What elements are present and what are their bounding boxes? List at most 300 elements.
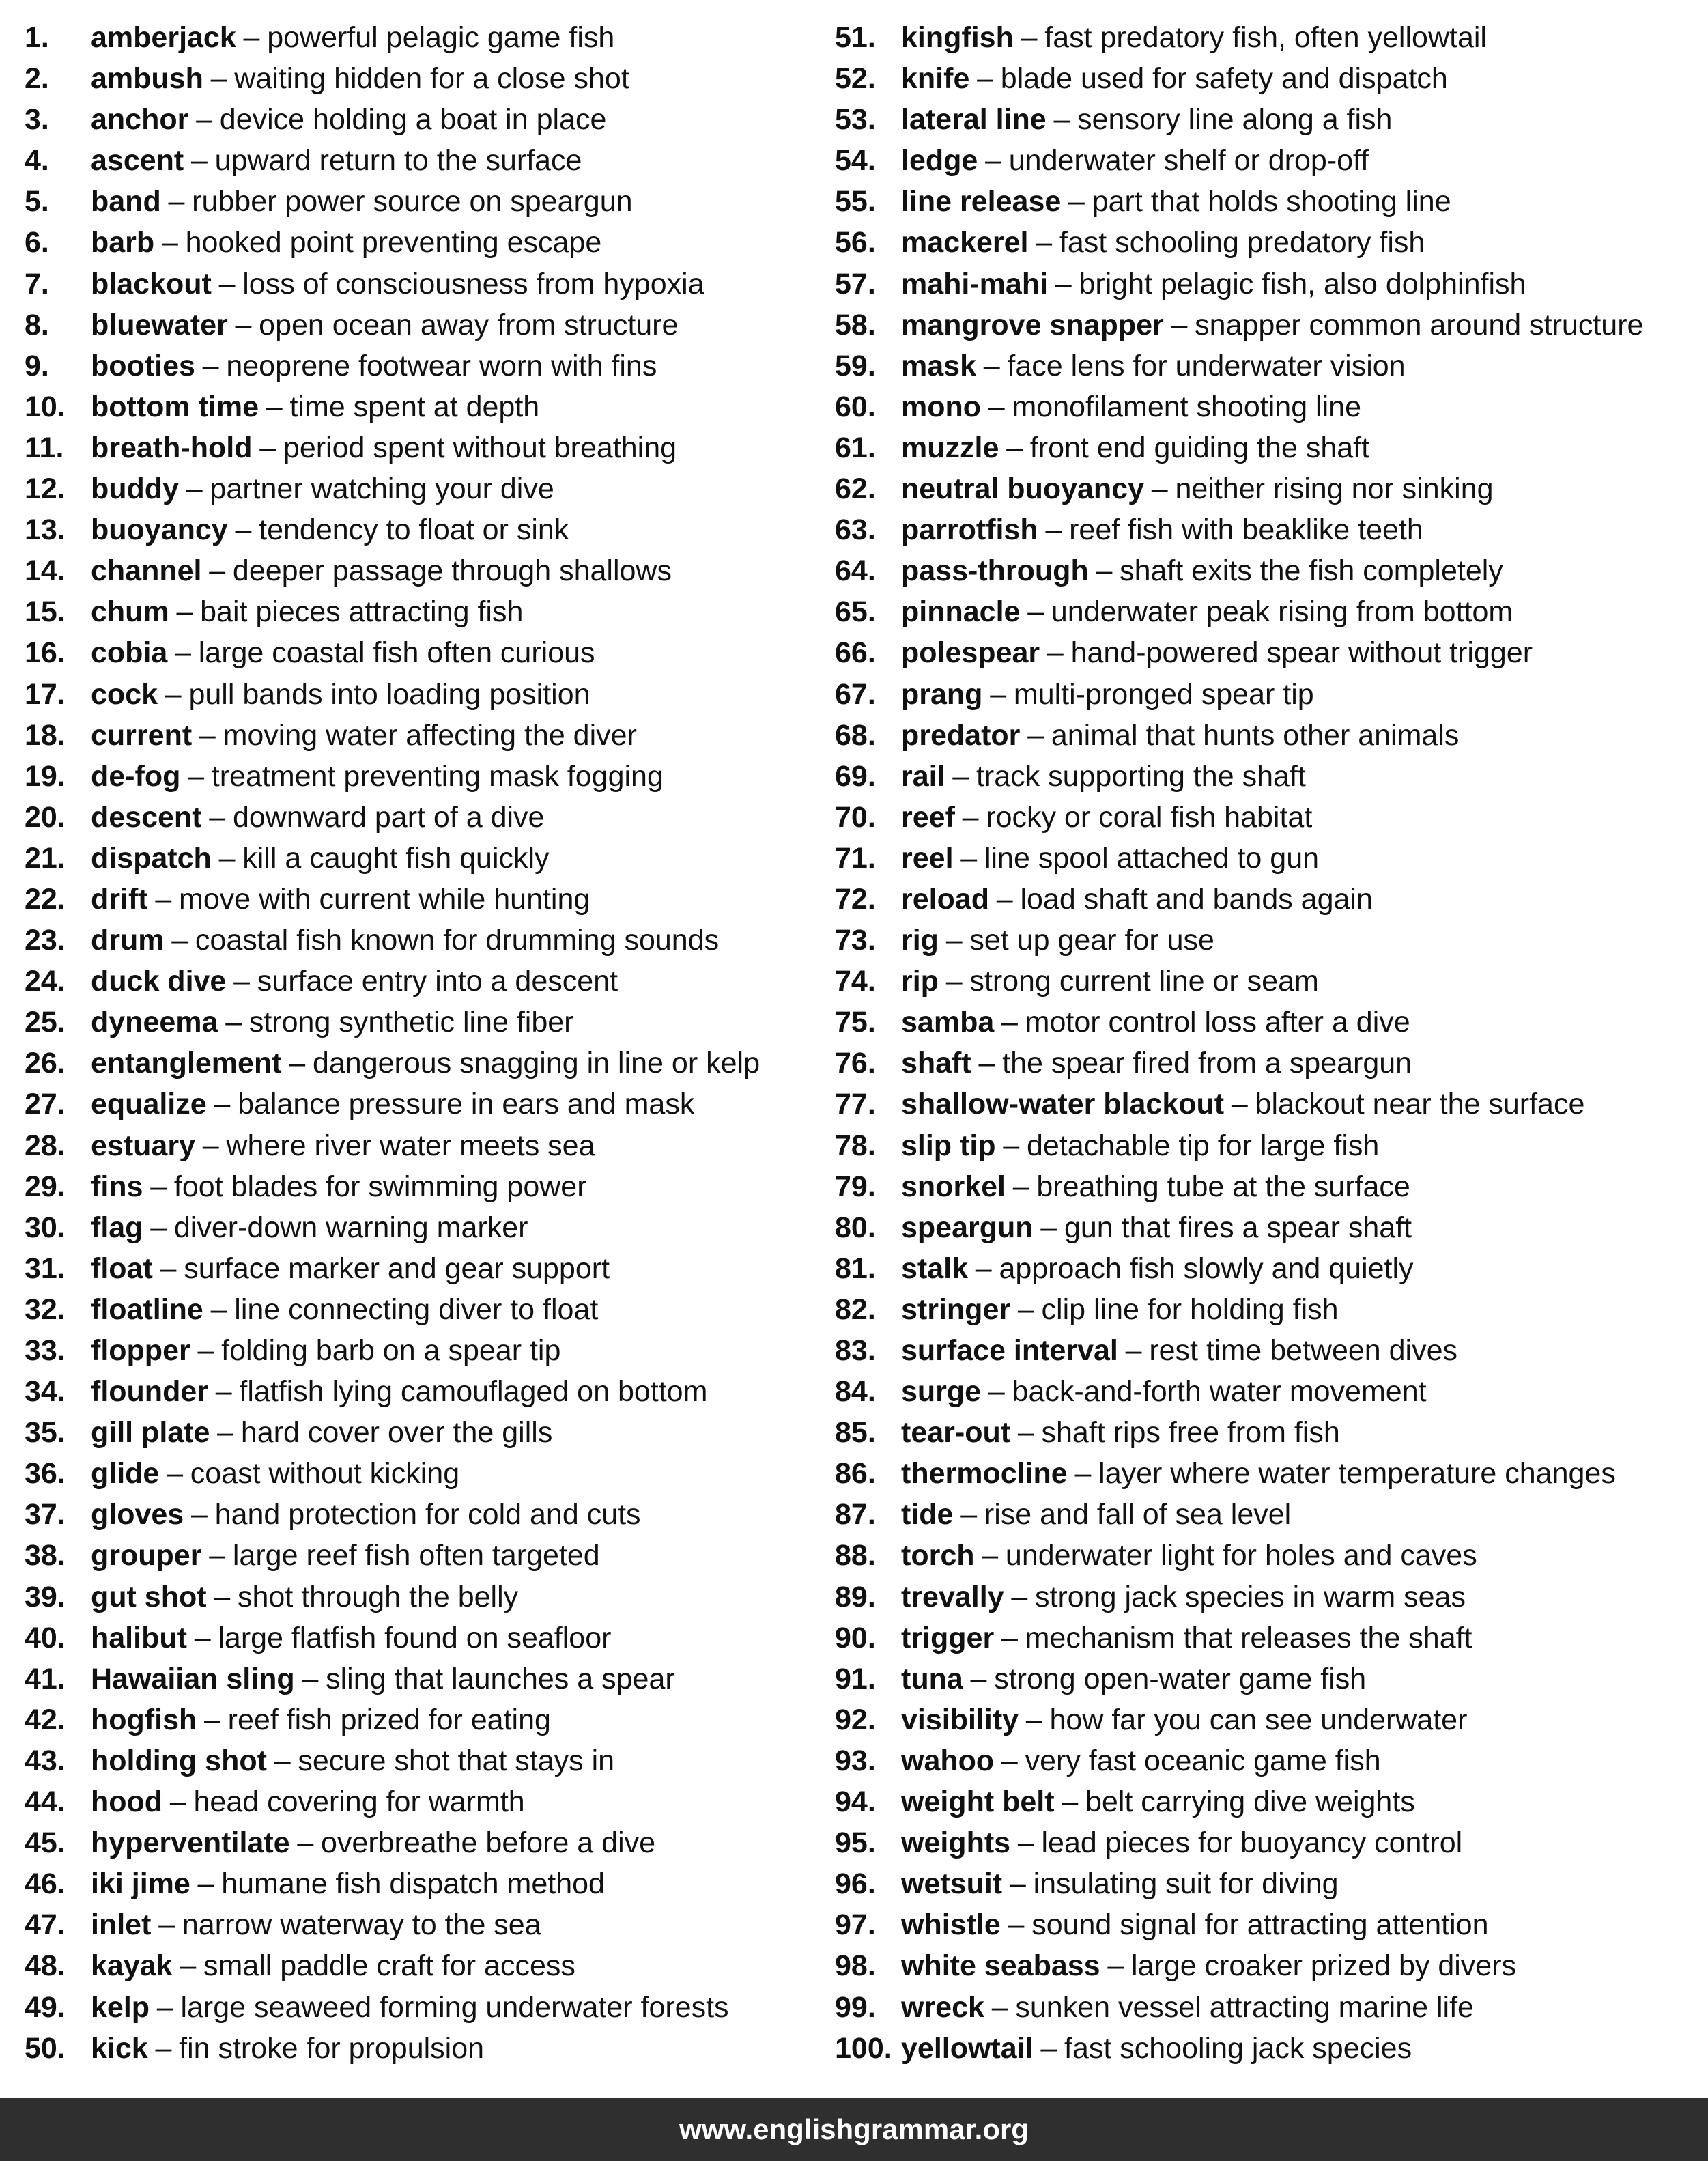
entry-term: ledge xyxy=(901,144,978,178)
entry-body xyxy=(901,181,1451,222)
entry-term: bluewater xyxy=(91,308,228,341)
entry-body xyxy=(91,99,606,140)
entry-body xyxy=(91,1412,552,1453)
entry-definition: how far you can see underwater xyxy=(1049,1703,1468,1736)
entry-separator: – xyxy=(155,2031,172,2065)
entry-number: 80. xyxy=(835,1211,876,1244)
entry-body xyxy=(901,305,1643,345)
list-item xyxy=(25,715,830,756)
list-item xyxy=(835,181,1702,222)
entry-definition: lead pieces for buoyancy control xyxy=(1041,1826,1463,1860)
entry-separator: – xyxy=(196,103,213,137)
entry-definition: mechanism that releases the shaft xyxy=(1025,1621,1472,1654)
entry-body xyxy=(91,17,614,58)
entry-definition: time spent at depth xyxy=(289,390,540,423)
entry-number: 56. xyxy=(835,226,876,259)
entry-number: 76. xyxy=(835,1047,876,1080)
list-item xyxy=(25,99,830,140)
entry-term: trevally xyxy=(901,1580,1004,1613)
list-item xyxy=(25,1863,830,1904)
entry-separator: – xyxy=(199,718,216,752)
list-item xyxy=(25,632,830,673)
entry-definition: set up gear for use xyxy=(969,924,1214,957)
entry-body xyxy=(91,140,582,181)
entry-body xyxy=(901,1125,1379,1166)
entry-body xyxy=(91,1945,575,1986)
list-item xyxy=(25,1781,830,1822)
entry-body xyxy=(91,632,595,673)
entry-number: 69. xyxy=(835,759,876,793)
entry-number: 94. xyxy=(835,1785,876,1819)
list-item xyxy=(835,920,1702,961)
entry-term: mangrove snapper xyxy=(901,308,1164,341)
entry-body xyxy=(91,879,590,920)
entry-separator: – xyxy=(970,1662,987,1695)
entry-body xyxy=(901,1658,1366,1699)
entry-body xyxy=(91,468,554,509)
entry-separator: – xyxy=(202,1129,219,1162)
entry-term: iki jime xyxy=(91,1867,190,1901)
entry-separator: – xyxy=(1006,431,1023,464)
list-item xyxy=(835,1043,1702,1084)
entry-number: 96. xyxy=(835,1867,876,1901)
entry-term: shallow-water blackout xyxy=(901,1088,1225,1121)
list-item xyxy=(835,1618,1702,1658)
entry-term: pinnacle xyxy=(901,595,1021,629)
entry-term: mask xyxy=(901,349,976,382)
entry-number: 10. xyxy=(25,390,66,423)
entry-definition: reef fish prized for eating xyxy=(227,1703,551,1736)
footer-url[interactable]: www.englishgrammar.org xyxy=(679,2113,1029,2145)
entry-separator: – xyxy=(1017,1826,1034,1860)
entry-number: 54. xyxy=(835,144,876,178)
entry-term: halibut xyxy=(91,1621,187,1654)
list-item xyxy=(835,1577,1702,1618)
entry-definition: secure shot that stays in xyxy=(298,1744,615,1777)
list-item xyxy=(25,674,830,715)
entry-separator: – xyxy=(1053,103,1070,137)
entry-body xyxy=(901,99,1392,140)
entry-definition: insulating suit for diving xyxy=(1033,1867,1339,1901)
entry-separator: – xyxy=(1017,1416,1034,1450)
entry-term: rail xyxy=(901,759,945,793)
entry-term: wetsuit xyxy=(901,1867,1003,1901)
entry-body xyxy=(91,386,539,427)
entry-definition: sling that launches a spear xyxy=(326,1662,675,1695)
entry-number: 97. xyxy=(835,1908,876,1942)
entry-term: yellowtail xyxy=(901,2031,1034,2065)
list-item xyxy=(25,1822,830,1863)
entry-body xyxy=(901,468,1494,509)
entry-definition: loss of consciousness from hypoxia xyxy=(242,267,704,300)
entry-number: 51. xyxy=(835,21,876,54)
list-item xyxy=(25,920,830,961)
entry-number: 66. xyxy=(835,636,876,670)
entry-number: 64. xyxy=(835,554,876,588)
list-item xyxy=(835,1822,1702,1863)
list-item xyxy=(25,1945,830,1986)
list-item xyxy=(25,961,830,1002)
entry-number: 11. xyxy=(25,431,64,464)
entry-definition: blade used for safety and dispatch xyxy=(1000,62,1448,96)
entry-body xyxy=(91,715,637,756)
entry-term: channel xyxy=(91,554,202,588)
entry-number: 61. xyxy=(835,431,876,464)
entry-number: 25. xyxy=(25,1006,66,1039)
entry-number: 58. xyxy=(835,308,876,341)
entry-term: rig xyxy=(901,924,939,957)
list-item xyxy=(835,1987,1702,2028)
entry-body xyxy=(91,920,719,961)
entry-body xyxy=(901,1740,1381,1781)
list-item xyxy=(25,1494,830,1535)
entry-separator: – xyxy=(1001,1621,1018,1654)
entry-body xyxy=(91,2028,484,2069)
entry-definition: diver-down warning marker xyxy=(173,1211,528,1244)
entry-term: cock xyxy=(91,677,158,711)
entry-separator: – xyxy=(235,513,252,547)
entry-definition: surface entry into a descent xyxy=(257,965,618,998)
entry-number: 41. xyxy=(25,1662,66,1695)
entry-term: drift xyxy=(91,882,148,916)
entry-definition: gun that fires a spear shaft xyxy=(1064,1211,1412,1244)
entry-number: 77. xyxy=(835,1088,876,1121)
entry-term: kelp xyxy=(91,1990,150,2024)
entry-separator: – xyxy=(1025,1703,1042,1736)
list-item xyxy=(835,264,1702,305)
entry-definition: front end guiding the shaft xyxy=(1029,431,1370,464)
entry-definition: strong synthetic line fiber xyxy=(248,1006,574,1039)
entry-body xyxy=(91,1577,518,1618)
entry-term: de-fog xyxy=(91,759,181,793)
entry-definition: moving water affecting the diver xyxy=(223,718,637,752)
entry-number: 57. xyxy=(835,267,876,300)
entry-term: buddy xyxy=(91,472,179,506)
entry-definition: downward part of a dive xyxy=(232,800,545,834)
entry-body xyxy=(901,58,1448,99)
entry-number: 9. xyxy=(25,349,49,382)
entry-body xyxy=(901,1166,1410,1207)
list-item xyxy=(835,2028,1702,2069)
entry-definition: belt carrying dive weights xyxy=(1085,1785,1415,1819)
entry-definition: approach fish slowly and quietly xyxy=(999,1252,1414,1285)
entry-separator: – xyxy=(197,1867,214,1901)
entry-separator: – xyxy=(1045,513,1062,547)
entry-term: gut shot xyxy=(91,1580,207,1613)
entry-term: parrotfish xyxy=(901,513,1038,547)
list-item xyxy=(25,345,830,386)
entry-body xyxy=(901,591,1513,632)
entry-separator: – xyxy=(960,841,978,875)
list-item xyxy=(835,1945,1702,1986)
entry-term: floatline xyxy=(91,1293,203,1326)
entry-definition: pull bands into loading position xyxy=(188,677,590,711)
entry-number: 52. xyxy=(835,62,876,96)
entry-body xyxy=(901,1904,1489,1945)
list-item xyxy=(25,1618,830,1658)
entry-body xyxy=(901,1412,1340,1453)
entry-body xyxy=(901,1289,1339,1330)
entry-body xyxy=(91,1781,525,1822)
entry-definition: underwater light for holes and caves xyxy=(1005,1539,1477,1572)
entry-definition: hooked point preventing escape xyxy=(185,226,602,259)
entry-body xyxy=(91,756,664,797)
entry-definition: fin stroke for propulsion xyxy=(179,2031,485,2065)
entry-definition: move with current while hunting xyxy=(179,882,590,916)
entry-separator: – xyxy=(1074,1457,1092,1491)
entry-number: 40. xyxy=(25,1621,66,1654)
list-item xyxy=(835,1125,1702,1166)
list-item xyxy=(835,632,1702,673)
entry-number: 8. xyxy=(25,308,49,341)
entry-term: anchor xyxy=(91,103,189,137)
list-item xyxy=(25,1577,830,1618)
entry-separator: – xyxy=(218,267,236,300)
entry-body xyxy=(91,1740,614,1781)
entry-term: glide xyxy=(91,1457,160,1491)
list-item xyxy=(835,99,1702,140)
entry-term: buoyancy xyxy=(91,513,228,547)
entry-body xyxy=(91,550,672,591)
entry-separator: – xyxy=(977,62,994,96)
entry-separator: – xyxy=(1017,1293,1034,1326)
list-item xyxy=(835,756,1702,797)
entry-separator: – xyxy=(988,390,1005,423)
entry-number: 2. xyxy=(25,62,49,96)
entry-definition: period spent without breathing xyxy=(283,431,677,464)
entry-number: 1. xyxy=(25,21,49,54)
list-item xyxy=(25,838,830,879)
entry-number: 83. xyxy=(835,1334,876,1367)
entry-number: 75. xyxy=(835,1006,876,1039)
entry-number: 89. xyxy=(835,1580,876,1613)
entry-body xyxy=(901,550,1503,591)
entry-body xyxy=(901,222,1425,263)
entry-separator: – xyxy=(991,1990,1008,2024)
list-item xyxy=(835,305,1702,345)
entry-definition: rise and fall of sea level xyxy=(984,1498,1292,1531)
entry-body xyxy=(91,1207,528,1248)
entry-definition: line connecting diver to float xyxy=(234,1293,599,1326)
entry-term: cobia xyxy=(91,636,168,670)
entry-number: 88. xyxy=(835,1539,876,1572)
entry-term: hood xyxy=(91,1785,163,1819)
entry-number: 20. xyxy=(25,800,66,834)
entry-term: hyperventilate xyxy=(91,1826,290,1860)
list-item xyxy=(835,1248,1702,1289)
entry-definition: where river water meets sea xyxy=(226,1129,595,1162)
entry-separator: – xyxy=(1068,185,1085,218)
entry-number: 71. xyxy=(835,841,876,875)
entry-separator: – xyxy=(302,1662,319,1695)
entry-term: gill plate xyxy=(91,1416,210,1450)
entry-definition: motor control loss after a dive xyxy=(1025,1006,1410,1039)
entry-term: wahoo xyxy=(901,1744,995,1777)
entry-term: kingfish xyxy=(901,21,1014,54)
list-item xyxy=(25,1289,830,1330)
list-item xyxy=(25,2028,830,2069)
entry-number: 53. xyxy=(835,103,876,137)
entry-term: samba xyxy=(901,1006,995,1039)
entry-definition: coast without kicking xyxy=(190,1457,460,1491)
entry-term: tide xyxy=(901,1498,954,1531)
entry-number: 59. xyxy=(835,349,876,382)
entry-term: current xyxy=(91,718,193,752)
entry-number: 14. xyxy=(25,554,66,588)
entry-term: tear-out xyxy=(901,1416,1011,1450)
entry-term: knife xyxy=(901,62,970,96)
entry-definition: underwater shelf or drop-off xyxy=(1008,144,1369,178)
entry-body xyxy=(901,1577,1466,1618)
entry-separator: – xyxy=(1107,1949,1124,1983)
list-item xyxy=(835,1658,1702,1699)
entry-term: reel xyxy=(901,841,954,875)
entry-definition: flatfish lying camouflaged on bottom xyxy=(239,1375,708,1409)
entry-term: barb xyxy=(91,226,155,259)
entry-term: torch xyxy=(901,1539,975,1572)
entry-number: 90. xyxy=(835,1621,876,1654)
list-item xyxy=(835,674,1702,715)
entry-term: rip xyxy=(901,965,939,998)
entry-body xyxy=(901,920,1214,961)
entry-body xyxy=(91,591,523,632)
entry-body xyxy=(901,509,1423,550)
entry-definition: small paddle craft for access xyxy=(203,1949,575,1983)
entry-body xyxy=(91,1330,560,1371)
entry-term: predator xyxy=(901,718,1021,752)
entry-body xyxy=(901,264,1526,305)
entry-body xyxy=(901,427,1369,468)
entry-body xyxy=(91,181,633,222)
entry-number: 74. xyxy=(835,965,876,998)
list-item xyxy=(835,1863,1702,1904)
entry-separator: – xyxy=(1027,595,1044,629)
list-item xyxy=(835,838,1702,879)
entry-number: 72. xyxy=(835,882,876,916)
entry-term: ambush xyxy=(91,62,203,96)
entry-separator: – xyxy=(975,1252,992,1285)
entry-definition: underwater peak rising from bottom xyxy=(1051,595,1513,629)
entry-definition: breathing tube at the surface xyxy=(1036,1170,1410,1203)
list-item xyxy=(25,756,830,797)
entry-separator: – xyxy=(985,144,1001,178)
entry-number: 79. xyxy=(835,1170,876,1203)
entry-term: gloves xyxy=(91,1498,184,1531)
entry-separator: – xyxy=(204,1703,220,1736)
entry-separator: – xyxy=(235,308,252,341)
list-item xyxy=(25,1166,830,1207)
entry-term: snorkel xyxy=(901,1170,1006,1203)
entry-number: 46. xyxy=(25,1867,66,1901)
entry-number: 73. xyxy=(835,924,876,957)
entry-definition: large seaweed forming underwater forests xyxy=(180,1990,729,2024)
entry-separator: – xyxy=(945,965,963,998)
entry-body xyxy=(901,1987,1474,2028)
entry-body xyxy=(901,715,1459,756)
entry-term: Hawaiian sling xyxy=(91,1662,295,1695)
entry-body xyxy=(901,838,1319,879)
entry-number: 5. xyxy=(25,185,49,218)
entry-body xyxy=(91,1125,595,1166)
entry-number: 48. xyxy=(25,1949,66,1983)
entry-term: wreck xyxy=(901,1990,984,2024)
entry-definition: rest time between dives xyxy=(1149,1334,1458,1367)
entry-definition: balance pressure in ears and mask xyxy=(238,1088,695,1121)
entry-definition: track supporting the shaft xyxy=(976,759,1306,793)
entry-definition: dangerous snagging in line or kelp xyxy=(312,1047,760,1080)
footer-bar xyxy=(0,2098,1708,2161)
entry-body xyxy=(91,674,590,715)
entry-separator: – xyxy=(1009,1867,1026,1901)
entry-separator: – xyxy=(990,677,1007,711)
entry-separator: – xyxy=(165,677,182,711)
entry-term: shaft xyxy=(901,1047,971,1080)
entry-separator: – xyxy=(982,1539,999,1572)
entry-separator: – xyxy=(194,1621,211,1654)
entry-body xyxy=(901,1618,1472,1658)
entry-body xyxy=(901,1494,1291,1535)
entry-term: mahi-mahi xyxy=(901,267,1049,300)
entry-number: 27. xyxy=(25,1088,66,1121)
entry-term: weight belt xyxy=(901,1785,1055,1819)
entry-term: trigger xyxy=(901,1621,995,1654)
list-item xyxy=(25,550,830,591)
entry-number: 86. xyxy=(835,1457,876,1491)
entry-definition: upward return to the surface xyxy=(214,144,582,178)
list-item xyxy=(835,1002,1702,1043)
entry-number: 81. xyxy=(835,1252,876,1285)
entry-definition: coastal fish known for drumming sounds xyxy=(195,924,720,957)
entry-number: 13. xyxy=(25,513,66,547)
entry-body xyxy=(91,1618,611,1658)
entry-definition: strong open-water game fish xyxy=(994,1662,1367,1695)
entry-separator: – xyxy=(191,144,208,178)
entry-term: blackout xyxy=(91,267,212,300)
entry-body xyxy=(91,1043,760,1084)
entry-number: 100. xyxy=(835,2031,892,2065)
entry-number: 4. xyxy=(25,144,49,178)
entry-definition: snapper common around structure xyxy=(1195,308,1644,341)
list-item xyxy=(835,140,1702,181)
list-item xyxy=(835,961,1702,1002)
entry-term: surface interval xyxy=(901,1334,1118,1367)
entry-body xyxy=(901,1781,1415,1822)
list-item xyxy=(835,1371,1702,1412)
entry-number: 16. xyxy=(25,636,66,670)
list-item xyxy=(835,1453,1702,1494)
entry-body xyxy=(91,222,601,263)
entry-term: flounder xyxy=(91,1375,208,1409)
entry-body xyxy=(91,509,569,550)
entry-separator: – xyxy=(945,924,963,957)
entry-separator: – xyxy=(988,1375,1005,1409)
entry-definition: back-and-forth water movement xyxy=(1012,1375,1427,1409)
list-item xyxy=(25,1207,830,1248)
list-item xyxy=(25,1658,830,1699)
entry-separator: – xyxy=(1062,1785,1079,1819)
entry-number: 50. xyxy=(25,2031,66,2065)
entry-definition: line spool attached to gun xyxy=(984,841,1320,875)
list-item xyxy=(835,879,1702,920)
entry-separator: – xyxy=(266,390,283,423)
entry-term: lateral line xyxy=(901,103,1047,137)
entry-separator: – xyxy=(1096,554,1113,588)
entry-separator: – xyxy=(259,431,276,464)
entry-definition: overbreathe before a dive xyxy=(320,1826,656,1860)
list-item xyxy=(835,1289,1702,1330)
entry-body xyxy=(91,1863,605,1904)
entry-definition: large croaker prized by divers xyxy=(1131,1949,1517,1983)
